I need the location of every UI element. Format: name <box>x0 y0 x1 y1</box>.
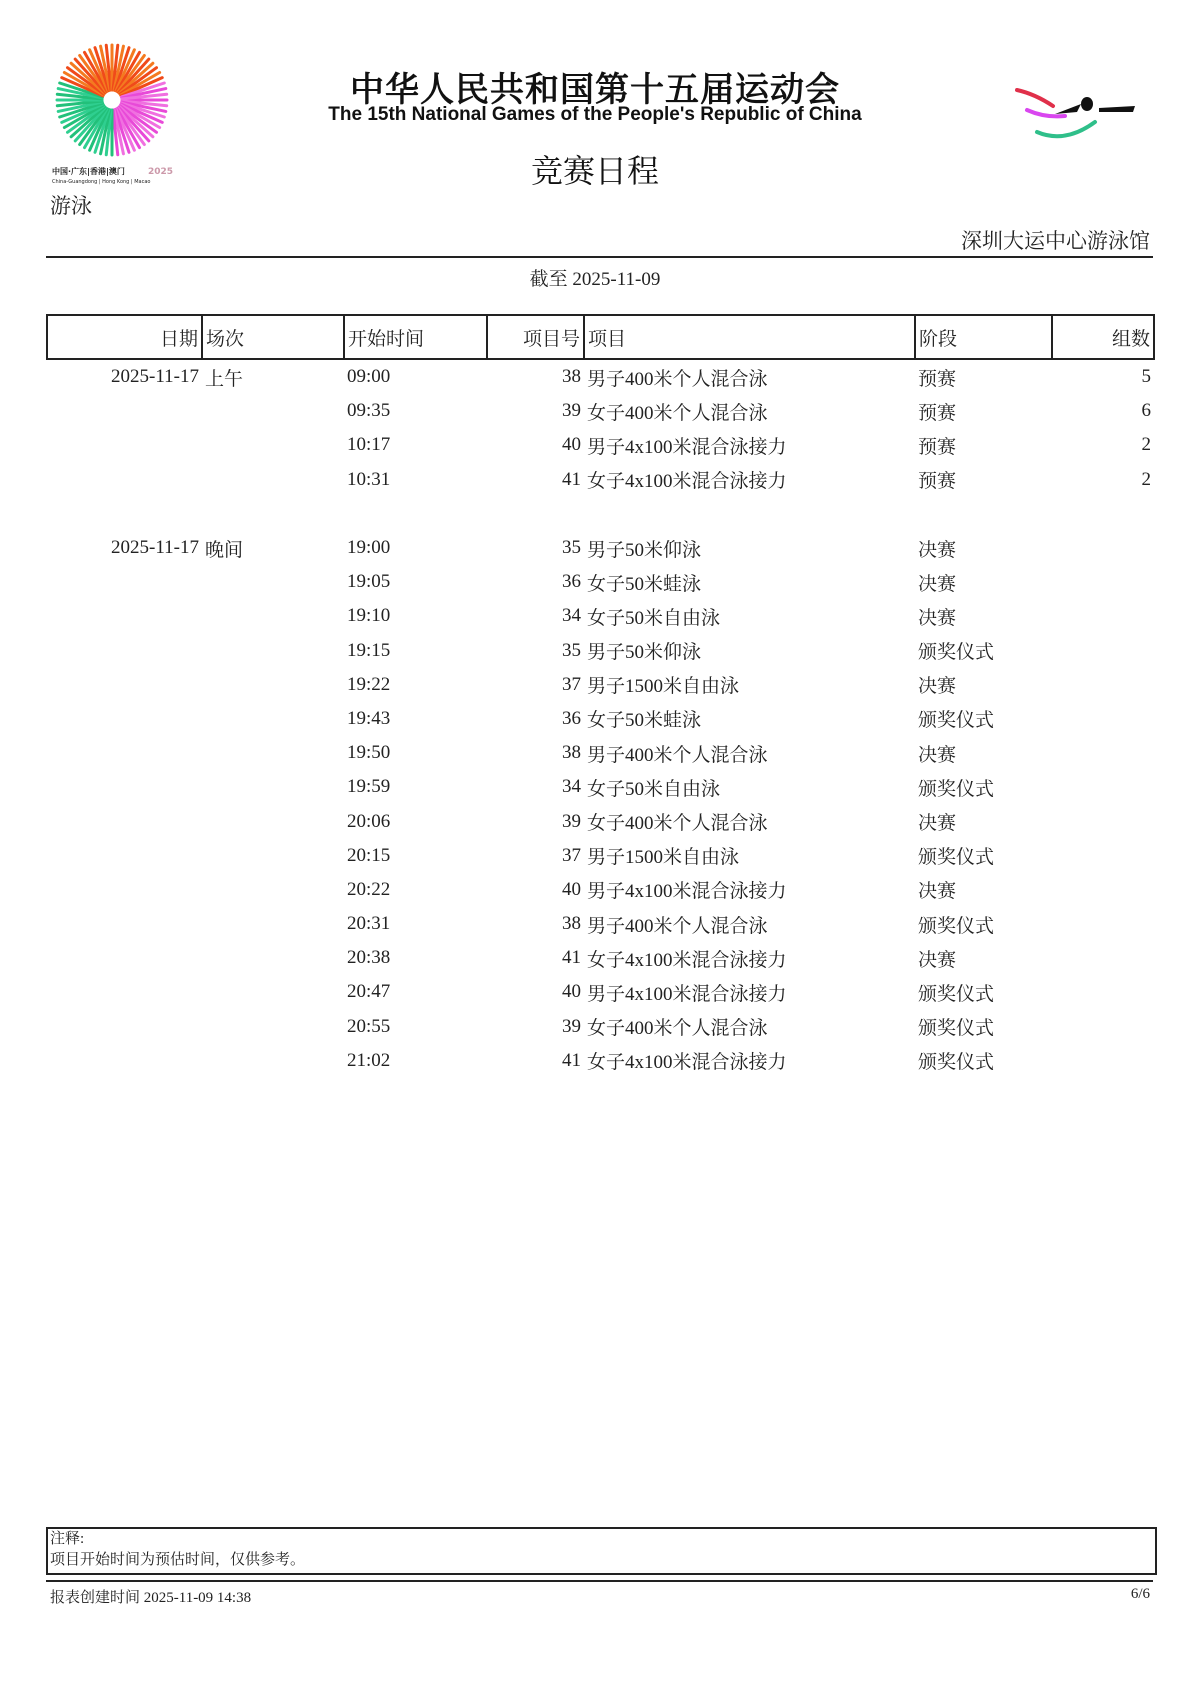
phase-cell: 决赛 <box>918 573 957 595</box>
table-row <box>47 394 1154 428</box>
phase-cell: 决赛 <box>918 607 957 629</box>
event-cell: 女子50米自由泳 <box>587 778 721 800</box>
date-cell <box>47 634 202 668</box>
phase-cell: 预赛 <box>918 471 957 493</box>
heats-cell: 5 <box>1141 366 1151 388</box>
date-cell <box>47 770 202 804</box>
start-time-cell: 20:38 <box>347 947 391 969</box>
date-cell <box>47 804 202 838</box>
date-cell <box>47 839 202 873</box>
col-event-no: 项目号 <box>487 315 584 359</box>
as-of-date: 截至 2025-11-09 <box>529 269 661 290</box>
start-time-cell: 19:05 <box>347 571 391 593</box>
event-cell: 女子400米个人混合泳 <box>587 1018 768 1040</box>
schedule-table <box>46 314 1155 1078</box>
date-cell <box>47 941 202 975</box>
session-cell <box>202 634 344 668</box>
phase-cell: 颁奖仪式 <box>918 847 995 869</box>
date-cell: 2025-11-17 <box>111 537 199 559</box>
table-row <box>47 428 1154 462</box>
heats-cell: 2 <box>1141 468 1151 490</box>
table-header-row <box>47 315 1154 359</box>
session-cell <box>202 770 344 804</box>
svg-text:2025: 2025 <box>148 167 174 177</box>
col-heats: 组数 <box>1052 315 1154 359</box>
date-cell <box>47 907 202 941</box>
session-cell <box>202 873 344 907</box>
table-row <box>47 531 1154 565</box>
date-cell <box>47 736 202 770</box>
date-cell <box>47 463 202 497</box>
phase-cell: 决赛 <box>918 949 957 971</box>
table-row <box>47 463 1154 497</box>
table-row <box>47 804 1154 838</box>
event-cell: 男子50米仰泳 <box>587 642 702 664</box>
session-cell <box>202 975 344 1009</box>
event-no-cell: 40 <box>562 878 581 900</box>
event-no-cell: 38 <box>562 913 581 935</box>
date-cell <box>47 1044 202 1078</box>
session-spacer <box>47 497 1154 531</box>
table-row <box>47 975 1154 1009</box>
col-start-time: 开始时间 <box>344 315 487 359</box>
table-row <box>47 634 1154 668</box>
session-cell <box>202 599 344 633</box>
table-row <box>47 359 1154 394</box>
date-cell <box>47 668 202 702</box>
event-cell: 男子1500米自由泳 <box>587 847 740 869</box>
notes-text: 项目开始时间为预估时间，仅供参考。 <box>50 1552 306 1568</box>
games-title-en: The 15th National Games of the People's Republic of China <box>328 104 862 125</box>
event-cell: 男子400米个人混合泳 <box>587 368 768 390</box>
phase-cell: 预赛 <box>918 402 957 424</box>
table-row <box>47 1010 1154 1044</box>
games-title-cn: 中华人民共和国第十五届运动会 <box>350 70 840 110</box>
table-row <box>47 1044 1154 1078</box>
heats-cell <box>1052 599 1154 633</box>
heats-cell <box>1052 565 1154 599</box>
heats-cell <box>1052 531 1154 565</box>
heats-cell <box>1052 873 1154 907</box>
col-event: 项目 <box>584 315 915 359</box>
report-created-time: 报表创建时间 2025-11-09 14:38 <box>50 1590 252 1606</box>
start-time-cell: 19:00 <box>347 537 391 559</box>
session-cell <box>202 702 344 736</box>
svg-text:中国·广东|香港|澳门: 中国·广东|香港|澳门 <box>52 167 125 176</box>
start-time-cell: 19:43 <box>347 707 391 729</box>
session-cell <box>202 1010 344 1044</box>
event-no-cell: 34 <box>562 605 581 627</box>
event-no-cell: 41 <box>562 1049 581 1071</box>
page-number: 6/6 <box>1130 1586 1150 1602</box>
heats-cell <box>1052 634 1154 668</box>
event-no-cell: 37 <box>562 844 581 866</box>
start-time-cell: 20:06 <box>347 810 391 832</box>
event-no-cell: 41 <box>562 468 581 490</box>
event-no-cell: 38 <box>562 742 581 764</box>
start-time-cell: 19:10 <box>347 605 391 627</box>
event-no-cell: 40 <box>562 434 581 456</box>
heats-cell <box>1052 736 1154 770</box>
phase-cell: 颁奖仪式 <box>918 778 995 800</box>
table-row <box>47 907 1154 941</box>
event-no-cell: 35 <box>562 639 581 661</box>
session-cell <box>202 736 344 770</box>
start-time-cell: 20:15 <box>347 844 391 866</box>
event-cell: 男子400米个人混合泳 <box>587 915 768 937</box>
event-no-cell: 38 <box>562 366 581 388</box>
phase-cell: 决赛 <box>918 813 957 835</box>
date-cell <box>47 599 202 633</box>
session-cell <box>202 907 344 941</box>
event-no-cell: 36 <box>562 707 581 729</box>
date-cell <box>47 1010 202 1044</box>
start-time-cell: 19:15 <box>347 639 391 661</box>
session-cell <box>202 428 344 462</box>
date-cell <box>47 565 202 599</box>
start-time-cell: 10:31 <box>347 468 391 490</box>
heats-cell: 2 <box>1141 434 1151 456</box>
start-time-cell: 20:55 <box>347 1015 391 1037</box>
date-cell <box>47 394 202 428</box>
event-cell: 男子400米个人混合泳 <box>587 744 768 766</box>
heats-cell: 6 <box>1141 400 1151 422</box>
session-cell <box>202 565 344 599</box>
event-cell: 女子4x100米混合泳接力 <box>587 1052 787 1074</box>
col-date: 日期 <box>47 315 202 359</box>
event-cell: 女子400米个人混合泳 <box>587 402 768 424</box>
phase-cell: 颁奖仪式 <box>918 983 995 1005</box>
heats-cell <box>1052 941 1154 975</box>
col-phase: 阶段 <box>915 315 1052 359</box>
date-cell: 2025-11-17 <box>111 366 199 388</box>
event-cell: 女子4x100米混合泳接力 <box>587 471 787 493</box>
start-time-cell: 20:47 <box>347 981 391 1003</box>
col-session: 场次 <box>202 315 344 359</box>
event-cell: 女子400米个人混合泳 <box>587 813 768 835</box>
heats-cell <box>1052 668 1154 702</box>
phase-cell: 预赛 <box>918 368 957 390</box>
table-row <box>47 599 1154 633</box>
event-cell: 女子4x100米混合泳接力 <box>587 949 787 971</box>
phase-cell: 决赛 <box>918 881 957 903</box>
session-cell <box>202 804 344 838</box>
footer-divider <box>46 1580 1153 1582</box>
table-row <box>47 873 1154 907</box>
heats-cell <box>1052 804 1154 838</box>
start-time-cell: 20:22 <box>347 878 391 900</box>
start-time-cell: 09:35 <box>347 400 391 422</box>
start-time-cell: 19:50 <box>347 742 391 764</box>
event-cell: 男子4x100米混合泳接力 <box>587 983 787 1005</box>
start-time-cell: 21:02 <box>347 1049 391 1071</box>
event-no-cell: 37 <box>562 673 581 695</box>
table-row <box>47 702 1154 736</box>
heats-cell <box>1052 907 1154 941</box>
phase-cell: 颁奖仪式 <box>918 1018 995 1040</box>
table-row <box>47 941 1154 975</box>
table-row <box>47 565 1154 599</box>
event-no-cell: 40 <box>562 981 581 1003</box>
event-cell: 女子50米蛙泳 <box>587 710 702 732</box>
event-no-cell: 35 <box>562 537 581 559</box>
date-cell <box>47 428 202 462</box>
event-cell: 女子50米蛙泳 <box>587 573 702 595</box>
event-no-cell: 36 <box>562 571 581 593</box>
page-title: 竞赛日程 <box>530 153 659 189</box>
heats-cell <box>1052 702 1154 736</box>
event-no-cell: 41 <box>562 947 581 969</box>
heats-cell <box>1052 1010 1154 1044</box>
table-row <box>47 736 1154 770</box>
session-cell <box>202 394 344 428</box>
event-no-cell: 39 <box>562 810 581 832</box>
session-cell <box>202 1044 344 1078</box>
phase-cell: 颁奖仪式 <box>918 710 995 732</box>
table-row <box>47 770 1154 804</box>
date-cell <box>47 873 202 907</box>
start-time-cell: 19:22 <box>347 673 391 695</box>
event-cell: 女子50米自由泳 <box>587 607 721 629</box>
session-cell <box>202 941 344 975</box>
session-cell <box>202 668 344 702</box>
start-time-cell: 10:17 <box>347 434 391 456</box>
heats-cell <box>1052 839 1154 873</box>
venue-name: 深圳大运中心游泳馆 <box>961 229 1150 253</box>
start-time-cell: 19:59 <box>347 776 391 798</box>
event-no-cell: 39 <box>562 400 581 422</box>
session-cell <box>202 463 344 497</box>
date-cell <box>47 975 202 1009</box>
heats-cell <box>1052 770 1154 804</box>
phase-cell: 颁奖仪式 <box>918 1052 995 1074</box>
event-cell: 男子4x100米混合泳接力 <box>587 436 787 458</box>
header-divider <box>46 256 1153 258</box>
heats-cell <box>1052 1044 1154 1078</box>
session-cell <box>202 839 344 873</box>
notes-label: 注释: <box>50 1531 85 1547</box>
start-time-cell: 09:00 <box>347 366 391 388</box>
event-no-cell: 39 <box>562 1015 581 1037</box>
event-cell: 男子4x100米混合泳接力 <box>587 881 787 903</box>
session-cell: 上午 <box>205 368 244 390</box>
session-cell: 晚间 <box>205 539 244 561</box>
event-no-cell: 34 <box>562 776 581 798</box>
phase-cell: 颁奖仪式 <box>918 915 995 937</box>
phase-cell: 预赛 <box>918 436 957 458</box>
table-row <box>47 839 1154 873</box>
table-row <box>47 668 1154 702</box>
phase-cell: 决赛 <box>918 744 957 766</box>
notes-box <box>46 1527 1157 1575</box>
phase-cell: 决赛 <box>918 676 957 698</box>
heats-cell <box>1052 975 1154 1009</box>
start-time-cell: 20:31 <box>347 913 391 935</box>
svg-text:China-Guangdong | Hong Kong |: China-Guangdong | Hong Kong | Macao <box>52 179 151 185</box>
phase-cell: 颁奖仪式 <box>918 642 995 664</box>
sport-name: 游泳 <box>50 194 92 218</box>
event-cell: 男子1500米自由泳 <box>587 676 740 698</box>
event-cell: 男子50米仰泳 <box>587 539 702 561</box>
date-cell <box>47 702 202 736</box>
phase-cell: 决赛 <box>918 539 957 561</box>
